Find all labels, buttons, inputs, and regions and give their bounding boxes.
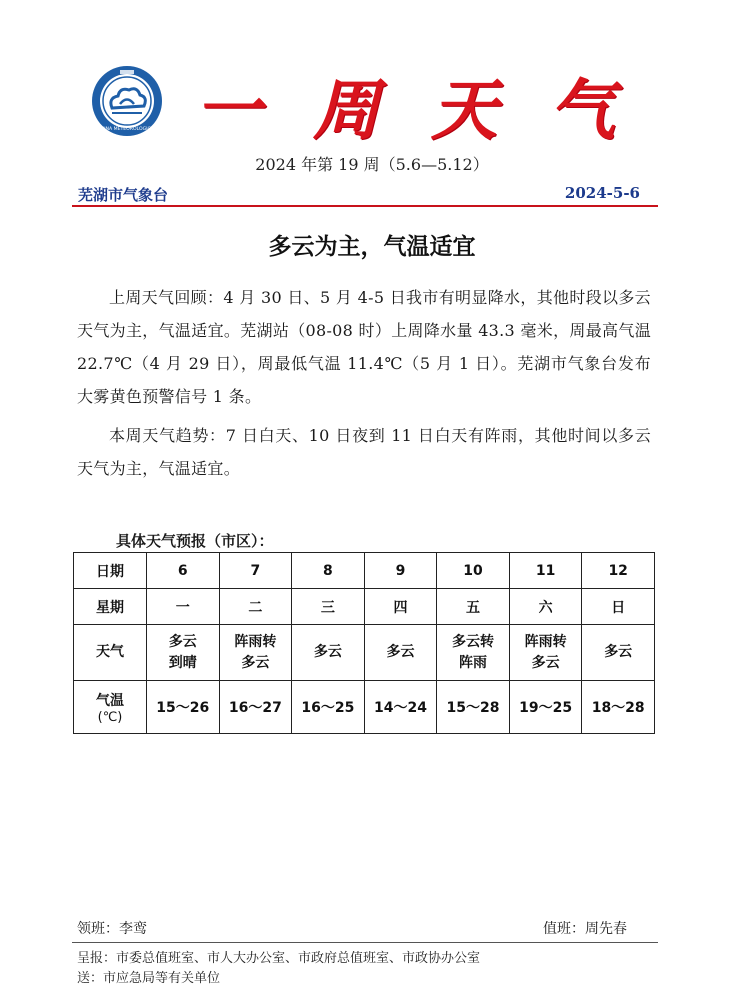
temp-cell: 19～25 — [509, 681, 582, 734]
row-header: 星期 — [74, 589, 147, 625]
weather-line: 到晴 — [168, 654, 197, 671]
weekday-cell: 三 — [292, 589, 365, 625]
weather-row — [74, 625, 655, 681]
page-title — [195, 64, 615, 149]
header-divider — [72, 205, 658, 207]
temperature-row — [74, 681, 655, 734]
temp-cell: 14～24 — [364, 681, 437, 734]
trend-paragraph: 本周天气趋势：7 日白天、10 日夜到 11 日白天有阵雨，其他时间以多云天气为主，气温适宜。 — [77, 426, 651, 478]
weather-cell — [509, 625, 582, 681]
weather-cell — [292, 625, 365, 681]
weather-line: 多云 — [168, 633, 197, 650]
issue-number: 2024 年第 19 周（5.6—5.12） — [255, 155, 489, 174]
temp-cell: 18～28 — [582, 681, 655, 734]
weather-line: 多云 — [386, 644, 415, 660]
weather-line: 多云转 — [452, 633, 495, 650]
table-caption: 具体天气预报（市区）： — [116, 532, 274, 550]
weekday-cell: 四 — [364, 589, 437, 625]
weather-line: 多云 — [604, 644, 633, 660]
date-cell: 9 — [364, 553, 437, 589]
weather-line: 阵雨 — [459, 654, 488, 671]
row-header: 天气 — [74, 625, 147, 681]
weather-cell — [364, 625, 437, 681]
lead-duty: 领班：李鸾 — [77, 921, 147, 937]
title-char: 天 — [431, 71, 497, 149]
weather-line: 多云 — [313, 644, 342, 660]
send-to: 送：市应急局等有关单位 — [77, 971, 221, 986]
weather-line: 阵雨转 — [524, 633, 567, 650]
date-cell: 8 — [292, 553, 365, 589]
row-header — [74, 681, 147, 734]
weather-cell — [582, 625, 655, 681]
weekday-cell: 二 — [219, 589, 292, 625]
submit-to: 呈报：市委总值班室、市人大办公室、市政府总值班室、市政协办公室 — [77, 951, 481, 966]
date-cell: 6 — [147, 553, 220, 589]
weekday-cell: 一 — [147, 589, 220, 625]
date-cell: 11 — [509, 553, 582, 589]
weather-cell — [437, 625, 510, 681]
weather-cell — [219, 625, 292, 681]
temp-cell: 15～26 — [147, 681, 220, 734]
issue-date: 2024-5-6 — [564, 184, 640, 202]
footer-divider — [72, 942, 658, 943]
title-char: 周 — [313, 71, 379, 149]
title-char: 气 — [549, 71, 615, 149]
weekday-row — [74, 589, 655, 625]
date-cell: 12 — [582, 553, 655, 589]
date-cell: 7 — [219, 553, 292, 589]
weather-line: 多云 — [241, 654, 270, 671]
temp-cell: 16～27 — [219, 681, 292, 734]
weekday-cell: 五 — [437, 589, 510, 625]
review-paragraph: 上周天气回顾：4 月 30 日、5 月 4-5 日我市有明显降水，其他时段以多云天气为主，气温适宜。芜湖站（08-08 时）上周降水量 43.3 毫米，周最高气温 22.7℃（4 月 29 日），周最低气温 11.4℃（5 月 1 日）。芜湖市气象台发布大雾黄色预警信号 1 条。 — [77, 288, 651, 406]
date-row — [74, 553, 655, 589]
issuer: 芜湖市气象台 — [78, 186, 169, 204]
temp-cell: 15～28 — [437, 681, 510, 734]
temp-cell: 16～25 — [292, 681, 365, 734]
temp-unit: (℃) — [97, 709, 123, 725]
weather-cell — [147, 625, 220, 681]
headline: 多云为主，气温适宜 — [268, 234, 476, 260]
on-duty: 值班：周先春 — [543, 921, 627, 937]
weekday-cell: 六 — [509, 589, 582, 625]
weather-line: 多云 — [531, 654, 560, 671]
cma-logo — [90, 64, 164, 138]
logo-text: CHINA METEOROLOGICAL — [97, 127, 157, 132]
temp-label: 气温 — [96, 692, 124, 709]
date-cell: 10 — [437, 553, 510, 589]
forecast-table — [73, 552, 655, 734]
weather-line: 阵雨转 — [234, 633, 277, 650]
weekday-cell: 日 — [582, 589, 655, 625]
row-header: 日期 — [74, 553, 147, 589]
title-char: 一 — [195, 71, 261, 149]
